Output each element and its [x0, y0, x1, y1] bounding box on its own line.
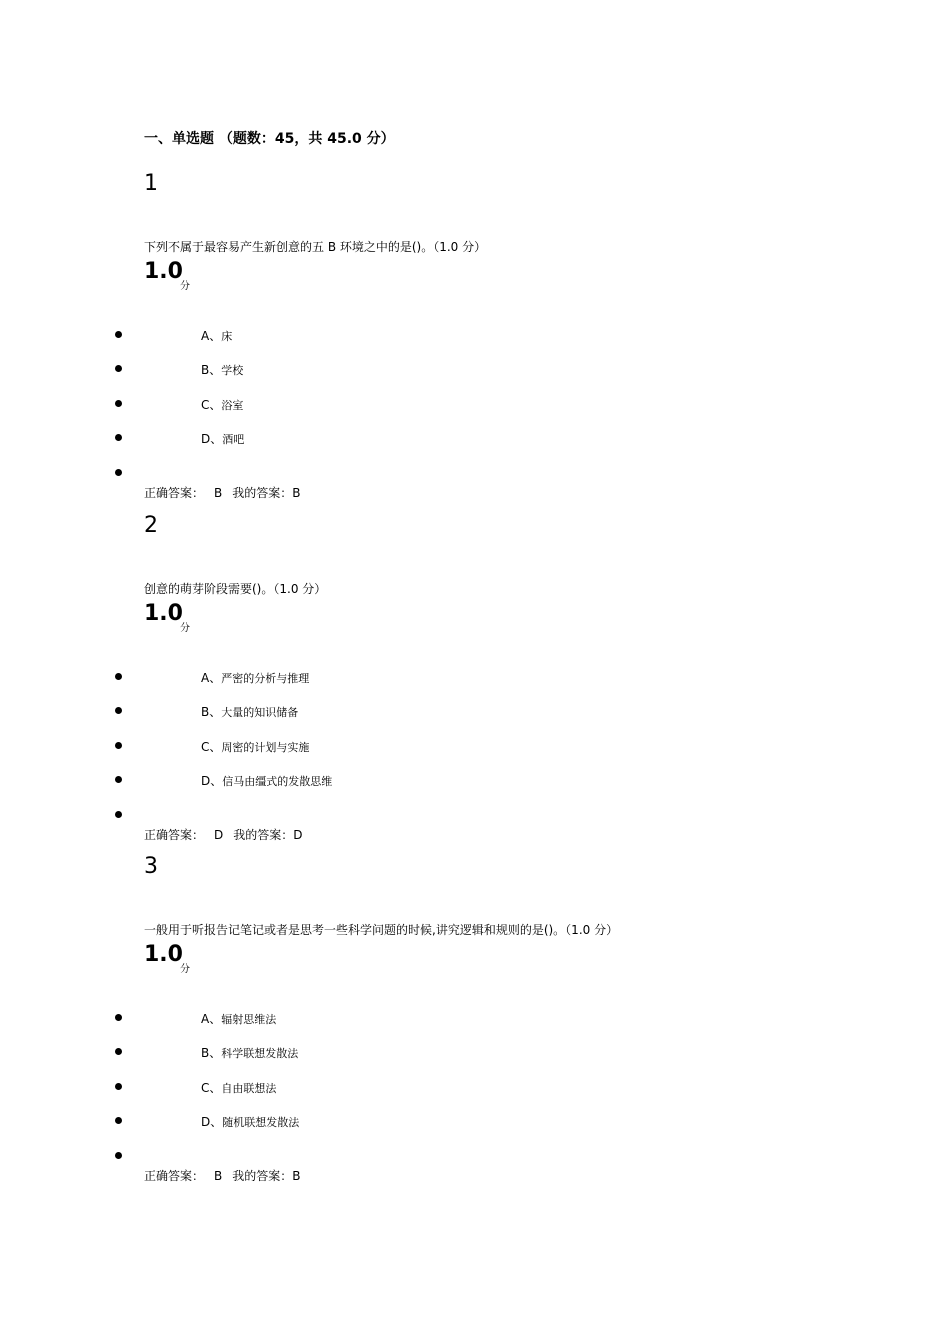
correct-answer-value: B	[214, 1169, 223, 1183]
bullet-icon	[115, 742, 122, 749]
option-letter: A	[201, 671, 210, 685]
option-text	[201, 361, 243, 380]
bullet-icon	[115, 331, 122, 338]
option-separator: 、	[209, 329, 222, 343]
section-title: 一、单选题 （题数：45，共 45.0 分）	[144, 131, 395, 147]
option-label: 大量的知识储备	[221, 706, 299, 719]
option-letter: C	[201, 398, 210, 412]
bullet-icon	[115, 1117, 122, 1124]
option-letter: D	[201, 1115, 211, 1129]
option-letter: C	[201, 1081, 210, 1095]
option-text	[201, 1079, 276, 1098]
option-letter: D	[201, 774, 211, 788]
correct-answer-label: 正确答案：	[144, 1169, 205, 1183]
my-answer-value: B	[292, 1169, 301, 1183]
option-text	[201, 327, 232, 346]
bullet-icon	[115, 1083, 122, 1090]
bullet-icon	[115, 365, 122, 372]
bullet-icon	[115, 1048, 122, 1055]
my-answer-label: 我的答案：	[232, 1169, 293, 1183]
option-text	[201, 738, 309, 757]
option-separator: 、	[209, 1081, 222, 1095]
option-text	[201, 669, 309, 688]
option-item-d[interactable]	[0, 1113, 600, 1133]
question-block	[0, 853, 950, 1195]
option-letter: A	[201, 1012, 210, 1026]
option-label: 随机联想发散法	[222, 1116, 300, 1129]
option-item-b[interactable]	[0, 361, 600, 381]
option-separator: 、	[209, 740, 222, 754]
option-text	[201, 1044, 298, 1063]
option-separator: 、	[209, 705, 222, 719]
option-letter: B	[201, 705, 210, 719]
option-separator: 、	[209, 363, 222, 377]
option-item-empty	[0, 465, 600, 485]
option-separator: 、	[209, 671, 222, 685]
question-score-unit: 分	[180, 964, 190, 975]
my-answer-value: D	[293, 828, 303, 842]
option-text	[201, 430, 244, 449]
option-item-d[interactable]	[0, 430, 600, 450]
question-number: 1	[144, 171, 158, 196]
option-text	[201, 1113, 299, 1132]
option-letter: D	[201, 432, 211, 446]
option-item-a[interactable]	[0, 327, 600, 347]
option-label: 自由联想法	[221, 1082, 277, 1095]
option-separator: 、	[210, 1115, 223, 1129]
bullet-icon	[115, 400, 122, 407]
answer-line	[144, 1167, 301, 1185]
question-block	[0, 512, 950, 854]
question-stem: 一般用于听报告记笔记或者是思考一些科学问题的时候,讲究逻辑和规则的是()。（1.0 分）	[144, 923, 619, 937]
option-separator: 、	[210, 774, 223, 788]
option-separator: 、	[210, 432, 223, 446]
answer-line	[144, 826, 303, 844]
question-score-unit: 分	[180, 281, 190, 292]
option-label: 科学联想发散法	[221, 1047, 299, 1060]
answer-line	[144, 484, 301, 502]
question-score-value: 1.0	[144, 259, 183, 284]
option-item-c[interactable]	[0, 738, 600, 758]
question-stem: 下列不属于最容易产生新创意的五 B 环境之中的是()。（1.0 分）	[144, 240, 487, 254]
option-item-a[interactable]	[0, 669, 600, 689]
option-letter: A	[201, 329, 210, 343]
option-letter: C	[201, 740, 210, 754]
bullet-icon	[115, 1014, 122, 1021]
option-item-a[interactable]	[0, 1010, 600, 1030]
question-score-unit: 分	[180, 623, 190, 634]
option-label: 学校	[221, 364, 244, 377]
option-label: 信马由缰式的发散思维	[222, 775, 333, 788]
my-answer-value: B	[292, 486, 301, 500]
option-separator: 、	[209, 1046, 222, 1060]
correct-answer-value: B	[214, 486, 223, 500]
question-number: 2	[144, 513, 158, 538]
option-text	[201, 396, 243, 415]
option-letter: B	[201, 363, 210, 377]
correct-answer-label: 正确答案：	[144, 486, 205, 500]
question-score-value: 1.0	[144, 942, 183, 967]
option-text	[201, 772, 332, 791]
option-label: 床	[221, 330, 233, 343]
option-separator: 、	[209, 398, 222, 412]
question-stem: 创意的萌芽阶段需要()。（1.0 分）	[144, 582, 327, 596]
option-item-d[interactable]	[0, 772, 600, 792]
option-item-b[interactable]	[0, 703, 600, 723]
option-text	[201, 703, 298, 722]
correct-answer-label: 正确答案：	[144, 828, 205, 842]
question-block	[0, 170, 950, 512]
bullet-icon	[115, 776, 122, 783]
correct-answer-value: D	[214, 828, 224, 842]
my-answer-label: 我的答案：	[233, 828, 294, 842]
option-item-c[interactable]	[0, 1079, 600, 1099]
option-label: 浴室	[221, 399, 244, 412]
bullet-icon	[115, 434, 122, 441]
option-label: 周密的计划与实施	[221, 741, 310, 754]
option-separator: 、	[209, 1012, 222, 1026]
question-score-value: 1.0	[144, 601, 183, 626]
bullet-icon	[115, 707, 122, 714]
option-text	[201, 1010, 276, 1029]
option-item-c[interactable]	[0, 396, 600, 416]
question-number: 3	[144, 854, 158, 879]
bullet-icon	[115, 673, 122, 680]
option-letter: B	[201, 1046, 210, 1060]
option-label: 酒吧	[222, 433, 245, 446]
bullet-icon	[115, 811, 122, 818]
option-item-b[interactable]	[0, 1044, 600, 1064]
bullet-icon	[115, 469, 122, 476]
option-item-empty	[0, 807, 600, 827]
bullet-icon	[115, 1152, 122, 1159]
option-item-empty	[0, 1148, 600, 1168]
option-label: 严密的分析与推理	[221, 672, 310, 685]
option-label: 辐射思维法	[221, 1013, 277, 1026]
my-answer-label: 我的答案：	[232, 486, 293, 500]
